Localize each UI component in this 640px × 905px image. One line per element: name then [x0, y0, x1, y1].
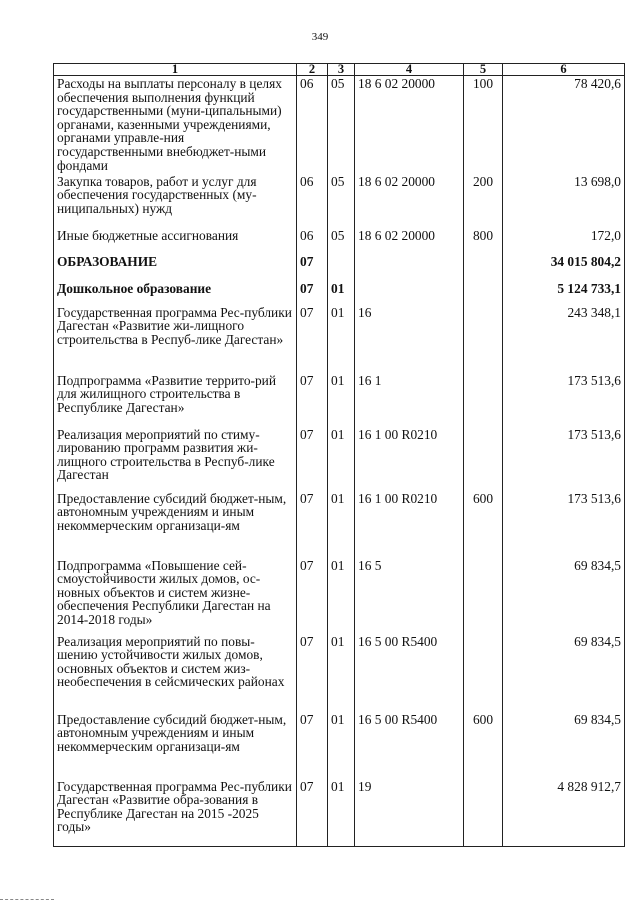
table-row — [54, 174, 625, 228]
row-amount: 78 420,6 — [503, 76, 625, 174]
table-body — [54, 76, 625, 847]
row-target-article: 16 — [355, 305, 464, 373]
row-name: Подпрограмма «Повышение сей-смоустойчивости жилых домов, ос-новных объектов и систем жизне-обеспечения Республики Дагестан на 2014-2018 годы» — [54, 558, 297, 634]
row-section: 07 — [297, 712, 328, 779]
row-target-article: 16 5 00 R5400 — [355, 634, 464, 712]
row-expense-type: 600 — [464, 712, 503, 779]
row-target-article: 18 6 02 20000 — [355, 76, 464, 174]
column-header-amount: 6 — [503, 64, 625, 76]
scan-edge-mark — [0, 899, 54, 900]
table-row — [54, 712, 625, 779]
row-name: Реализация мероприятий по стиму-лированию программ развития жи-лищного строительства в Респуб-лике Дагестан — [54, 427, 297, 491]
column-header-name: 1 — [54, 64, 297, 76]
row-name: Государственная программа Рес-публики Дагестан «Развитие обра-зования в Республике Дагестан на 2015 -2025 годы» — [54, 779, 297, 847]
row-amount: 172,0 — [503, 228, 625, 254]
row-name: Государственная программа Рес-публики Дагестан «Развитие жи-лищного строительства в Респуб-лике Дагестан» — [54, 305, 297, 373]
column-header-subsection: 3 — [328, 64, 355, 76]
row-expense-type — [464, 305, 503, 373]
table-row — [54, 281, 625, 305]
row-expense-type — [464, 373, 503, 427]
table-row — [54, 373, 625, 427]
row-target-article: 18 6 02 20000 — [355, 228, 464, 254]
row-amount: 69 834,5 — [503, 712, 625, 779]
row-subsection: 05 — [328, 228, 355, 254]
row-expense-type: 800 — [464, 228, 503, 254]
table-row — [54, 558, 625, 634]
row-target-article: 16 1 00 R0210 — [355, 427, 464, 491]
budget-table — [53, 63, 625, 847]
row-subsection: 05 — [328, 174, 355, 228]
row-expense-type — [464, 254, 503, 281]
row-subsection: 01 — [328, 281, 355, 305]
table-row — [54, 254, 625, 281]
row-amount: 173 513,6 — [503, 373, 625, 427]
row-expense-type — [464, 281, 503, 305]
row-name: Иные бюджетные ассигнования — [54, 228, 297, 254]
row-amount: 173 513,6 — [503, 491, 625, 558]
row-target-article: 16 5 00 R5400 — [355, 712, 464, 779]
table-row — [54, 228, 625, 254]
row-section: 07 — [297, 373, 328, 427]
row-target-article: 18 6 02 20000 — [355, 174, 464, 228]
page-number: 349 — [311, 31, 329, 43]
table-row — [54, 634, 625, 712]
row-subsection: 01 — [328, 779, 355, 847]
column-header-section: 2 — [297, 64, 328, 76]
row-expense-type: 600 — [464, 491, 503, 558]
row-section: 06 — [297, 76, 328, 174]
row-amount: 4 828 912,7 — [503, 779, 625, 847]
row-name: Расходы на выплаты персоналу в целях обеспечения выполнения функций государственными (муни-ципальными) органами, казенными учреждениями, органами управле-ния государственными внебюджет-ными фондами — [54, 76, 297, 174]
row-subsection: 01 — [328, 558, 355, 634]
row-amount: 69 834,5 — [503, 634, 625, 712]
row-amount: 173 513,6 — [503, 427, 625, 491]
row-section: 07 — [297, 281, 328, 305]
row-section: 07 — [297, 305, 328, 373]
row-amount: 13 698,0 — [503, 174, 625, 228]
row-name: Подпрограмма «Развитие террито-рий для жилищного строительства в Республике Дагестан» — [54, 373, 297, 427]
row-section: 07 — [297, 254, 328, 281]
row-subsection: 01 — [328, 491, 355, 558]
row-target-article — [355, 281, 464, 305]
table-header-row — [54, 64, 625, 76]
row-name: Дошкольное образование — [54, 281, 297, 305]
table-row — [54, 491, 625, 558]
row-name: Реализация мероприятий по повы-шению устойчивости жилых домов, основных объектов и систем жиз-необеспечения в сейсмических районах — [54, 634, 297, 712]
row-amount: 243 348,1 — [503, 305, 625, 373]
row-target-article: 19 — [355, 779, 464, 847]
row-subsection — [328, 254, 355, 281]
row-target-article: 16 1 00 R0210 — [355, 491, 464, 558]
row-expense-type: 100 — [464, 76, 503, 174]
row-name: Закупка товаров, работ и услуг для обеспечения государственных (му-ниципальных) нужд — [54, 174, 297, 228]
row-target-article — [355, 254, 464, 281]
row-amount: 34 015 804,2 — [503, 254, 625, 281]
row-subsection: 05 — [328, 76, 355, 174]
row-expense-type — [464, 558, 503, 634]
row-subsection: 01 — [328, 712, 355, 779]
column-header-expense-type: 5 — [464, 64, 503, 76]
row-subsection: 01 — [328, 305, 355, 373]
row-expense-type — [464, 779, 503, 847]
row-amount: 69 834,5 — [503, 558, 625, 634]
row-expense-type — [464, 427, 503, 491]
row-subsection: 01 — [328, 634, 355, 712]
table-row — [54, 305, 625, 373]
row-section: 06 — [297, 174, 328, 228]
row-name: Предоставление субсидий бюджет-ным, автономным учреждениям и иным некоммерческим организаци-ям — [54, 491, 297, 558]
row-name: ОБРАЗОВАНИЕ — [54, 254, 297, 281]
row-section: 07 — [297, 779, 328, 847]
row-expense-type: 200 — [464, 174, 503, 228]
row-name: Предоставление субсидий бюджет-ным, автономным учреждениям и иным некоммерческим организаци-ям — [54, 712, 297, 779]
row-section: 07 — [297, 634, 328, 712]
table-row — [54, 779, 625, 847]
table-row — [54, 76, 625, 174]
table-row — [54, 427, 625, 491]
row-section: 07 — [297, 558, 328, 634]
row-section: 07 — [297, 427, 328, 491]
row-expense-type — [464, 634, 503, 712]
row-section: 06 — [297, 228, 328, 254]
row-amount: 5 124 733,1 — [503, 281, 625, 305]
row-section: 07 — [297, 491, 328, 558]
row-subsection: 01 — [328, 373, 355, 427]
row-target-article: 16 5 — [355, 558, 464, 634]
column-header-target-article: 4 — [355, 64, 464, 76]
row-subsection: 01 — [328, 427, 355, 491]
row-target-article: 16 1 — [355, 373, 464, 427]
